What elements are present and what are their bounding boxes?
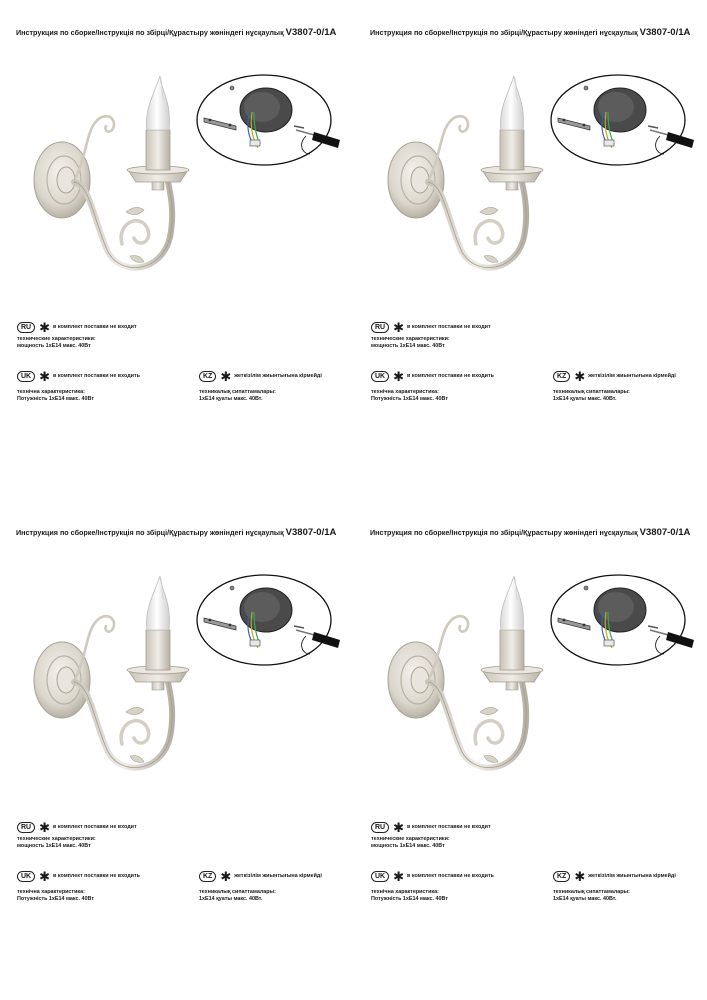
asterisk-icon: ✱ [39,869,51,884]
kz-spec-label: техникалық сипаттамалары: [199,889,276,895]
ru-block [371,822,491,850]
ru-spec-value: мощность 1хЕ14 макс. 40Вт [17,343,91,349]
uk-spec-value: Потужність 1хЕ14 макс. 40Вт [17,896,94,902]
ru-spec-value: мощность 1хЕ14 макс. 40Вт [371,843,445,849]
kz-badge: KZ [553,871,570,882]
kz-spec-label: техникалық сипаттамалары: [553,889,630,895]
ru-block [17,322,137,350]
wall-mount-detail-diagram [196,574,340,666]
title-text: Инструкция по сборке/Інструкція по збірці/Құрастыру жөніндегі нұсқаулық [370,528,638,537]
model-code: V3807-0/1A [639,27,691,38]
uk-badge: UK [371,871,389,882]
uk-block [371,371,494,403]
ru-badge: RU [17,322,35,333]
uk-note: в комплект поставки не входить [407,373,494,379]
kz-badge: KZ [553,371,570,382]
ru-badge: RU [17,822,35,833]
uk-spec-label: технічна характеристика: [371,389,439,395]
kz-spec-value: 1хЕ14 қуаты макс. 40Вт. [199,396,263,402]
uk-badge: UK [17,871,35,882]
sconce-product-photo [384,572,554,777]
asterisk-icon: ✱ [393,869,405,884]
asterisk-icon: ✱ [220,369,232,384]
instruction-panel [354,500,707,1000]
asterisk-icon: ✱ [574,869,586,884]
kz-note: жеткізілім жиынтығына кірмейді [234,373,322,379]
uk-spec-value: Потужність 1хЕ14 макс. 40Вт [371,896,448,902]
ru-block [17,822,137,850]
sconce-product-photo [384,72,554,277]
ru-note: в комплект поставки не входит [407,324,491,330]
kz-note: жеткізілім жиынтығына кірмейді [234,873,322,879]
uk-spec-label: технічна характеристика: [371,889,439,895]
uk-spec-value: Потужність 1хЕ14 макс. 40Вт [371,396,448,402]
asterisk-icon: ✱ [574,369,586,384]
kz-badge: KZ [199,371,216,382]
asterisk-icon: ✱ [39,320,51,335]
ru-badge: RU [371,822,389,833]
asterisk-icon: ✱ [39,369,51,384]
title-text: Инструкция по сборке/Інструкція по збірці/Құрастыру жөніндегі нұсқаулық [16,28,284,37]
sconce-product-photo [30,572,200,777]
uk-badge: UK [371,371,389,382]
kz-badge: KZ [199,871,216,882]
kz-spec-value: 1хЕ14 қуаты макс. 40Вт. [553,896,617,902]
uk-block [17,871,140,903]
model-code: V3807-0/1A [639,527,691,538]
uk-block [371,871,494,903]
uk-note: в комплект поставки не входить [53,873,140,879]
page-title [370,527,690,538]
model-code: V3807-0/1A [285,527,337,538]
asterisk-icon: ✱ [393,369,405,384]
kz-block [553,871,676,903]
ru-spec-label: технические характеристики: [371,836,450,842]
model-code: V3807-0/1A [285,27,337,38]
ru-spec-value: мощность 1хЕ14 макс. 40Вт [17,843,91,849]
kz-block [199,871,322,903]
uk-badge: UK [17,371,35,382]
page-title [16,27,336,38]
ru-badge: RU [371,322,389,333]
page-title [16,527,336,538]
title-text: Инструкция по сборке/Інструкція по збірці/Құрастыру жөніндегі нұсқаулық [370,28,638,37]
ru-note: в комплект поставки не входит [407,824,491,830]
kz-spec-value: 1хЕ14 қуаты макс. 40Вт. [553,396,617,402]
wall-mount-detail-diagram [550,574,694,666]
kz-note: жеткізілім жиынтығына кірмейді [588,873,676,879]
asterisk-icon: ✱ [39,820,51,835]
title-text: Инструкция по сборке/Інструкція по збірці/Құрастыру жөніндегі нұсқаулық [16,528,284,537]
kz-block [553,371,676,403]
kz-spec-label: техникалық сипаттамалары: [553,389,630,395]
ru-spec-label: технические характеристики: [17,836,96,842]
ru-block [371,322,491,350]
instruction-panel [354,0,707,500]
wall-mount-detail-diagram [550,74,694,166]
sconce-product-photo [30,72,200,277]
ru-spec-label: технические характеристики: [17,336,96,342]
asterisk-icon: ✱ [393,320,405,335]
kz-spec-value: 1хЕ14 қуаты макс. 40Вт. [199,896,263,902]
kz-spec-label: техникалық сипаттамалары: [199,389,276,395]
instruction-panel [0,500,353,1000]
ru-note: в комплект поставки не входит [53,824,137,830]
ru-spec-label: технические характеристики: [371,336,450,342]
asterisk-icon: ✱ [393,820,405,835]
instruction-panel [0,0,353,500]
uk-note: в комплект поставки не входить [53,373,140,379]
asterisk-icon: ✱ [220,869,232,884]
uk-spec-label: технічна характеристика: [17,889,85,895]
uk-spec-label: технічна характеристика: [17,389,85,395]
uk-spec-value: Потужність 1хЕ14 макс. 40Вт [17,396,94,402]
kz-note: жеткізілім жиынтығына кірмейді [588,373,676,379]
kz-block [199,371,322,403]
uk-block [17,371,140,403]
page-title [370,27,690,38]
uk-note: в комплект поставки не входить [407,873,494,879]
ru-spec-value: мощность 1хЕ14 макс. 40Вт [371,343,445,349]
wall-mount-detail-diagram [196,74,340,166]
ru-note: в комплект поставки не входит [53,324,137,330]
